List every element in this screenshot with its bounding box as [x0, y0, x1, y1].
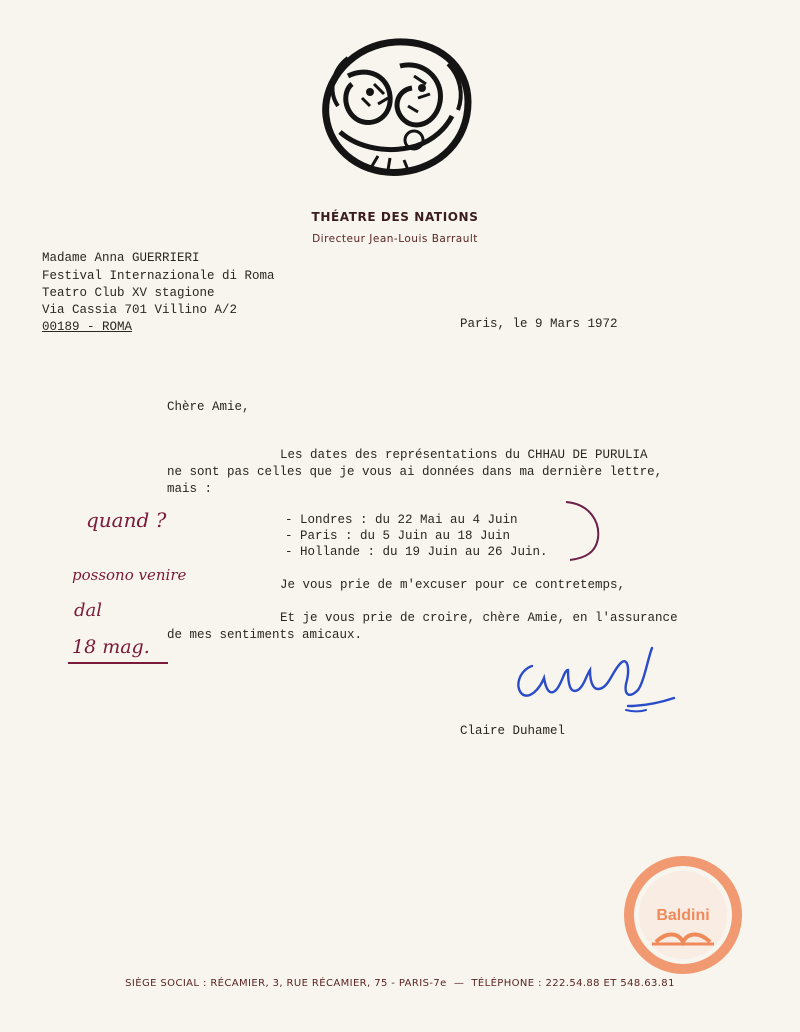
- handwritten-underline: [68, 662, 168, 664]
- theatre-logo-icon: [318, 36, 474, 178]
- schedule-item: - Paris : du 5 Juin au 18 Juin: [285, 529, 511, 543]
- body-paragraph-line: de mes sentiments amicaux.: [167, 628, 363, 642]
- address-line: 00189 - ROMA: [42, 320, 133, 334]
- handwritten-note-line: 18 mag.: [72, 636, 150, 658]
- body-paragraph-line: Et je vous prie de croire, chère Amie, en l'assurance: [280, 611, 678, 625]
- date-line: Paris, le 9 Mars 1972: [460, 317, 618, 331]
- address-line: Festival Internazionale di Roma: [42, 269, 275, 283]
- body-paragraph-line: Les dates des représentations du CHHAU DE PURULIA: [280, 448, 648, 462]
- letterhead-title: THÉATRE DES NATIONS: [311, 210, 479, 224]
- letterhead-subtitle: Directeur Jean-Louis Barrault: [312, 233, 478, 245]
- signature-icon: [510, 640, 680, 720]
- body-paragraph-line: mais :: [167, 482, 213, 496]
- body-paragraph-line: ne sont pas celles que je vous ai données dans ma dernière lettre,: [167, 465, 663, 479]
- library-stamp-icon: [620, 852, 746, 978]
- address-line: Via Cassia 701 Villino A/2: [42, 303, 238, 317]
- handwritten-bracket-icon: [560, 498, 606, 564]
- handwritten-note-line: quand ?: [86, 508, 167, 532]
- address-line: Teatro Club XV stagione: [42, 286, 215, 300]
- salutation: Chère Amie,: [167, 400, 250, 414]
- handwritten-note-line: dal: [74, 600, 103, 621]
- handwritten-note-line: possono venire: [72, 566, 187, 584]
- schedule-item: - Hollande : du 19 Juin au 26 Juin.: [285, 545, 548, 559]
- signatory-name: Claire Duhamel: [460, 724, 566, 738]
- schedule-item: - Londres : du 22 Mai au 4 Juin: [285, 513, 518, 527]
- body-paragraph-line: Je vous prie de m'excuser pour ce contretemps,: [280, 578, 626, 592]
- letter-footer: SIÈGE SOCIAL : RÉCAMIER, 3, RUE RÉCAMIER, 75 - PARIS-7e — TÉLÉPHONE : 222.54.88 ET 548.63.81: [125, 978, 675, 989]
- address-line: Madame Anna GUERRIERI: [42, 251, 200, 265]
- svg-text:Baldini: Baldini: [656, 907, 710, 924]
